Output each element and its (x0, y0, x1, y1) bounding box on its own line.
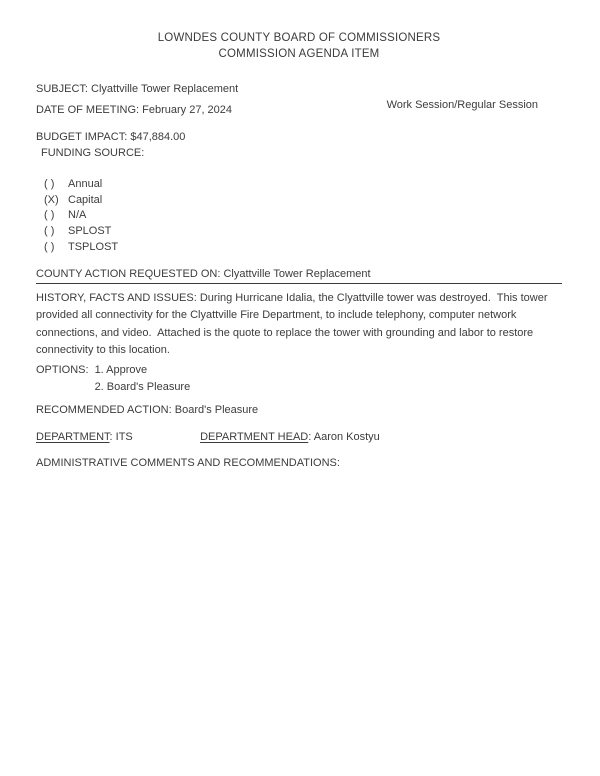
session-type: Work Session/Regular Session (386, 99, 538, 111)
subject-value: Clyattville Tower Replacement (91, 83, 239, 95)
options-label: OPTIONS: (36, 363, 89, 376)
budget-row (36, 130, 562, 144)
checkbox-na: ( ) (44, 209, 55, 222)
funding-source-label: FUNDING SOURCE: (41, 147, 145, 159)
funding-option-label: Annual (68, 178, 103, 190)
department-head-label: DEPARTMENT HEAD (200, 430, 309, 443)
recommended-action-value: Board's Pleasure (174, 403, 259, 416)
funding-option-capital (44, 193, 562, 209)
department-row (36, 430, 562, 444)
county-action-row (36, 267, 562, 284)
checkbox-annual: ( ) (44, 178, 55, 190)
checkbox-tsplost: ( ) (44, 240, 55, 253)
department-head-value: : Aaron Kostyu (308, 430, 380, 443)
admin-comments-row (36, 456, 562, 470)
funding-option-na (44, 208, 562, 224)
date-label: DATE OF MEETING: (36, 104, 140, 116)
department-pair (36, 430, 197, 444)
funding-option-annual (44, 177, 562, 193)
document-header (36, 30, 562, 62)
date-row (36, 99, 562, 117)
funding-option-label: TSPLOST (68, 240, 119, 253)
budget-value: $47,884.00 (130, 131, 186, 143)
admin-comments-label: ADMINISTRATIVE COMMENTS AND RECOMMENDATIONS: (36, 456, 340, 469)
option-item-2: 2. Board's Pleasure (94, 380, 191, 393)
department-head-pair (200, 431, 380, 443)
funding-options-list (44, 177, 562, 256)
subject-label: SUBJECT: (36, 83, 88, 95)
checkbox-splost: ( ) (44, 225, 55, 238)
history-section (36, 290, 562, 360)
option-item-1: 1. Approve (94, 363, 148, 376)
funding-source-row (36, 146, 562, 160)
header-line2: COMMISSION AGENDA ITEM (218, 48, 380, 60)
budget-label: BUDGET IMPACT: (36, 131, 128, 143)
history-text: During Hurricane Idalia, the Clyattville tower was destroyed. This tower provided all connectivity for the Clyattville Fire Department, to include telephony, computer network connections, and video. Attached is the quote to replace the tower with grounding and labor to restore connectivity to this location. (36, 291, 551, 357)
county-action-value: Clyattville Tower Replacement (223, 267, 371, 280)
date-value: February 27, 2024 (142, 104, 233, 116)
funding-option-splost (44, 224, 562, 240)
department-value: : ITS (109, 430, 133, 443)
options-section (36, 362, 562, 396)
county-action-label: COUNTY ACTION REQUESTED ON: (36, 267, 221, 280)
subject-row (36, 82, 562, 96)
funding-option-label: N/A (68, 209, 87, 222)
funding-option-label: Capital (68, 193, 103, 206)
funding-option-tsplost (44, 240, 562, 256)
funding-option-label: SPLOST (68, 225, 112, 238)
department-label: DEPARTMENT (36, 430, 110, 443)
history-label: HISTORY, FACTS AND ISSUES: (36, 291, 197, 304)
checkbox-capital-checked: (X) (44, 193, 59, 206)
header-line1: LOWNDES COUNTY BOARD OF COMMISSIONERS (157, 32, 441, 44)
options-list (95, 362, 191, 396)
recommended-action-label: RECOMMENDED ACTION: (36, 403, 172, 416)
recommended-action-row (36, 403, 562, 417)
date-of-meeting (36, 103, 232, 117)
